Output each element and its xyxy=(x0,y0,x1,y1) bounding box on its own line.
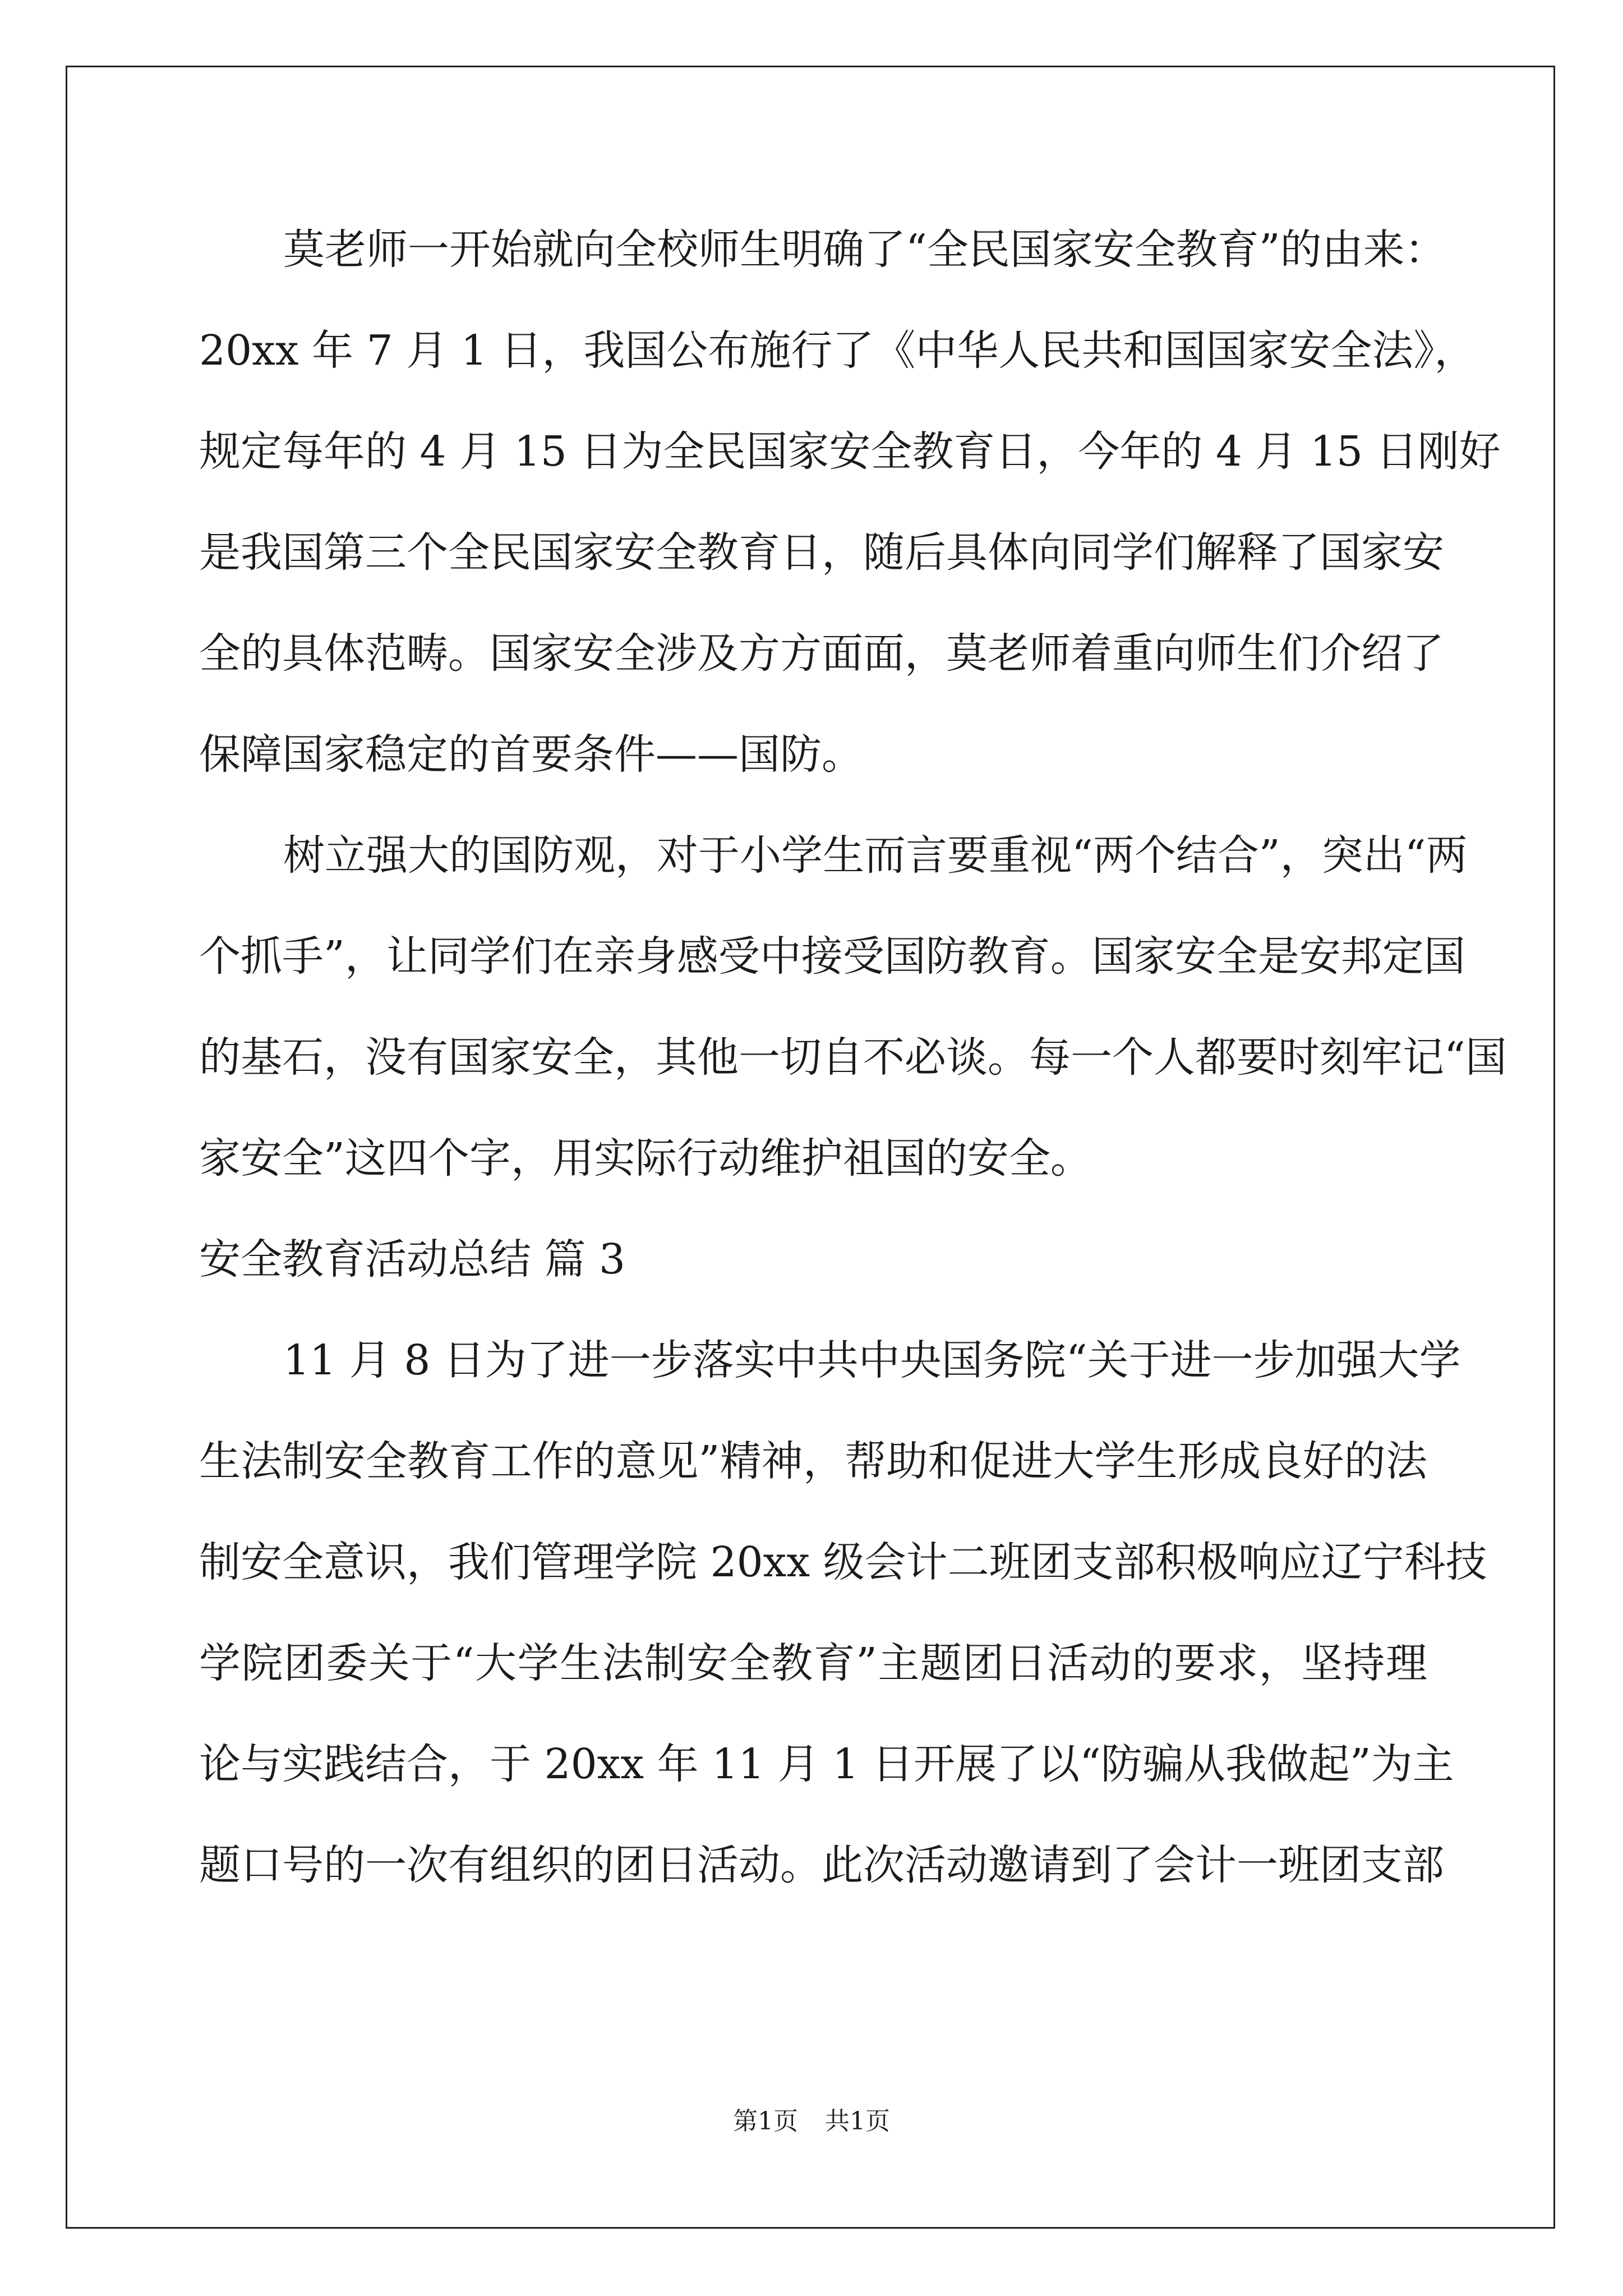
paragraph-line: 的基石，没有国家安全，其他一切自不必谈。每一个人都要时刻牢记“国 xyxy=(199,1033,1507,1082)
paragraph-line: 树立强大的国防观，对于小学生而言要重视“两个结合”，突出“两 xyxy=(283,831,1468,880)
page-footer xyxy=(0,2101,1623,2137)
paragraph-line: 20xx 年 7 月 1 日，我国公布施行了《中华人民共和国国家安全法》， xyxy=(199,326,1476,375)
paragraph-line: 11 月 8 日为了进一步落实中共中央国务院“关于进一步加强大学 xyxy=(283,1336,1461,1384)
page-number: 第1页 xyxy=(733,2107,798,2136)
paragraph-line: 个抓手”，让同学们在亲身感受中接受国防教育。国家安全是安邦定国 xyxy=(199,932,1465,981)
section-heading: 安全教育活动总结 篇 3 xyxy=(199,1235,626,1283)
paragraph-line: 论与实践结合，于 20xx 年 11 月 1 日开展了以“防骗从我做起”为主 xyxy=(199,1740,1454,1788)
paragraph-line: 规定每年的 4 月 15 日为全民国家安全教育日，今年的 4 月 15 日刚好 xyxy=(199,427,1501,476)
page-total: 共1页 xyxy=(825,2107,890,2136)
paragraph-line: 是我国第三个全民国家安全教育日，随后具体向同学们解释了国家安 xyxy=(199,528,1444,577)
paragraph-line: 制安全意识，我们管理学院 20xx 级会计二班团支部积极响应辽宁科技 xyxy=(199,1538,1487,1586)
document-body xyxy=(199,199,1507,1916)
paragraph-line: 家安全”这四个字，用实际行动维护祖国的安全。 xyxy=(199,1134,1092,1182)
paragraph-line: 生法制安全教育工作的意见”精神，帮助和促进大学生形成良好的法 xyxy=(199,1437,1427,1485)
paragraph-line: 莫老师一开始就向全校师生明确了“全民国家安全教育”的由来： xyxy=(283,226,1446,274)
paragraph-line: 题口号的一次有组织的团日活动。此次活动邀请到了会计一班团支部 xyxy=(199,1841,1444,1889)
paragraph-line: 全的具体范畴。国家安全涉及方方面面，莫老师着重向师生们介绍了 xyxy=(199,629,1444,678)
paragraph-line: 保障国家稳定的首要条件——国防。 xyxy=(199,730,863,779)
paragraph-line: 学院团委关于“大学生法制安全教育”主题团日活动的要求，坚持理 xyxy=(199,1639,1427,1687)
